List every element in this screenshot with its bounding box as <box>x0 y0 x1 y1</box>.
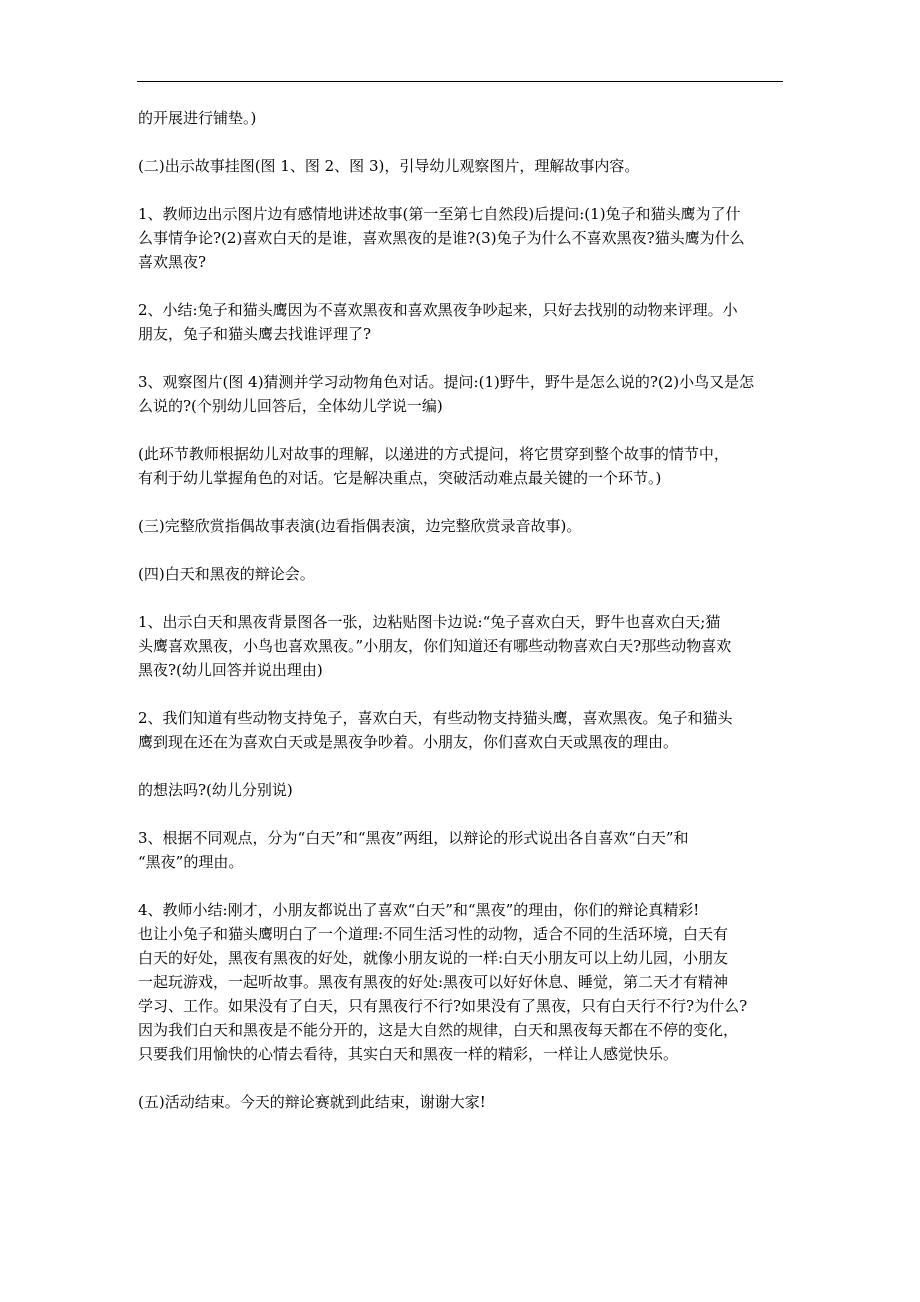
paragraph-8 <box>138 562 786 586</box>
text-line: (二)出示故事挂图(图 1、图 2、图 3)，引导幼儿观察图片，理解故事内容。 <box>138 157 640 175</box>
text-line: (四)白天和黑夜的辩论会。 <box>138 565 315 583</box>
text-line: 学习、工作。如果没有了白天，只有黑夜行不行?如果没有了黑夜，只有白天行不行?为什么? <box>138 997 748 1015</box>
paragraph-14 <box>138 1090 786 1114</box>
text-line: 只要我们用愉快的心情去看待，其实白天和黑夜一样的精彩，一样让人感觉快乐。 <box>138 1045 679 1063</box>
text-line: 4、教师小结:刚才，小朋友都说出了喜欢“白天”和“黑夜”的理由，你们的辩论真精彩! <box>138 901 700 919</box>
text-line: (五)活动结束。今天的辩论赛就到此结束，谢谢大家! <box>138 1093 486 1111</box>
text-line: 白天的好处，黑夜有黑夜的好处，就像小朋友说的一样:白天小朋友可以上幼儿园，小朋友 <box>138 949 729 967</box>
text-line: 因为我们白天和黑夜是不能分开的，这是大自然的规律，白天和黑夜每天都在不停的变化， <box>138 1021 739 1039</box>
text-line: 有利于幼儿掌握角色的对话。它是解决重点，突破活动难点最关键的一个环节。) <box>138 469 662 487</box>
text-line: 2、小结:兔子和猫头鹰因为不喜欢黑夜和喜欢黑夜争吵起来，只好去找别的动物来评理。小 <box>138 301 738 319</box>
paragraph-9 <box>138 610 786 682</box>
text-line: 的想法吗?(幼儿分别说) <box>138 781 293 799</box>
text-line: 3、观察图片(图 4)猜测并学习动物角色对话。提问:(1)野牛，野牛是怎么说的?(2)小鸟又是怎 <box>138 373 755 391</box>
text-line: 么事情争论?(2)喜欢白天的是谁，喜欢黑夜的是谁?(3)兔子为什么不喜欢黑夜?猫头鹰为什么 <box>138 229 745 247</box>
paragraph-6 <box>138 442 786 490</box>
paragraph-2 <box>138 154 786 178</box>
paragraph-11 <box>138 778 786 802</box>
text-line: (此环节教师根据幼儿对故事的理解，以递进的方式提问，将它贯穿到整个故事的情节中， <box>138 445 729 463</box>
paragraph-10 <box>138 706 786 754</box>
text-line: 朋友，兔子和猫头鹰去找谁评理了? <box>138 325 372 343</box>
document-body <box>138 106 786 1138</box>
text-line: 黑夜?(幼儿回答并说出理由) <box>138 661 323 679</box>
text-line: 喜欢黑夜? <box>138 253 207 271</box>
header-rule <box>137 81 783 82</box>
text-line: 1、出示白天和黑夜背景图各一张，边粘贴图卡边说:“兔子喜欢白天，野牛也喜欢白天;猫 <box>138 613 721 631</box>
paragraph-4 <box>138 298 786 346</box>
paragraph-5 <box>138 370 786 418</box>
text-line: 么说的?(个别幼儿回答后，全体幼儿学说一编) <box>138 397 443 415</box>
text-line: 2、我们知道有些动物支持兔子，喜欢白天，有些动物支持猫头鹰，喜欢黑夜。兔子和猫头 <box>138 709 733 727</box>
text-line: 的开展进行铺垫。) <box>138 109 257 127</box>
text-line: “黑夜”的理由。 <box>138 853 244 871</box>
text-line: 鹰到现在还在为喜欢白天或是黑夜争吵着。小朋友，你们喜欢白天或黑夜的理由。 <box>138 733 679 751</box>
paragraph-7 <box>138 514 786 538</box>
paragraph-1 <box>138 106 786 130</box>
paragraph-13 <box>138 898 786 1066</box>
text-line: 一起玩游戏，一起听故事。黑夜有黑夜的好处:黑夜可以好好休息、睡觉，第二天才有精神 <box>138 973 729 991</box>
text-line: 3、根据不同观点，分为“白天”和“黑夜”两组，以辩论的形式说出各自喜欢“白天”和 <box>138 829 689 847</box>
text-line: 头鹰喜欢黑夜，小鸟也喜欢黑夜。”小朋友，你们知道还有哪些动物喜欢白天?那些动物喜欢 <box>138 637 732 655</box>
text-line: 也让小兔子和猫头鹰明白了一个道理:不同生活习性的动物，适合不同的生活环境，白天有 <box>138 925 729 943</box>
text-line: 1、教师边出示图片边有感情地讲述故事(第一至第七自然段)后提问:(1)兔子和猫头鹰为了什 <box>138 205 741 223</box>
text-line: (三)完整欣赏指偶故事表演(边看指偶表演，边完整欣赏录音故事)。 <box>138 517 582 535</box>
paragraph-12 <box>138 826 786 874</box>
paragraph-3 <box>138 202 786 274</box>
